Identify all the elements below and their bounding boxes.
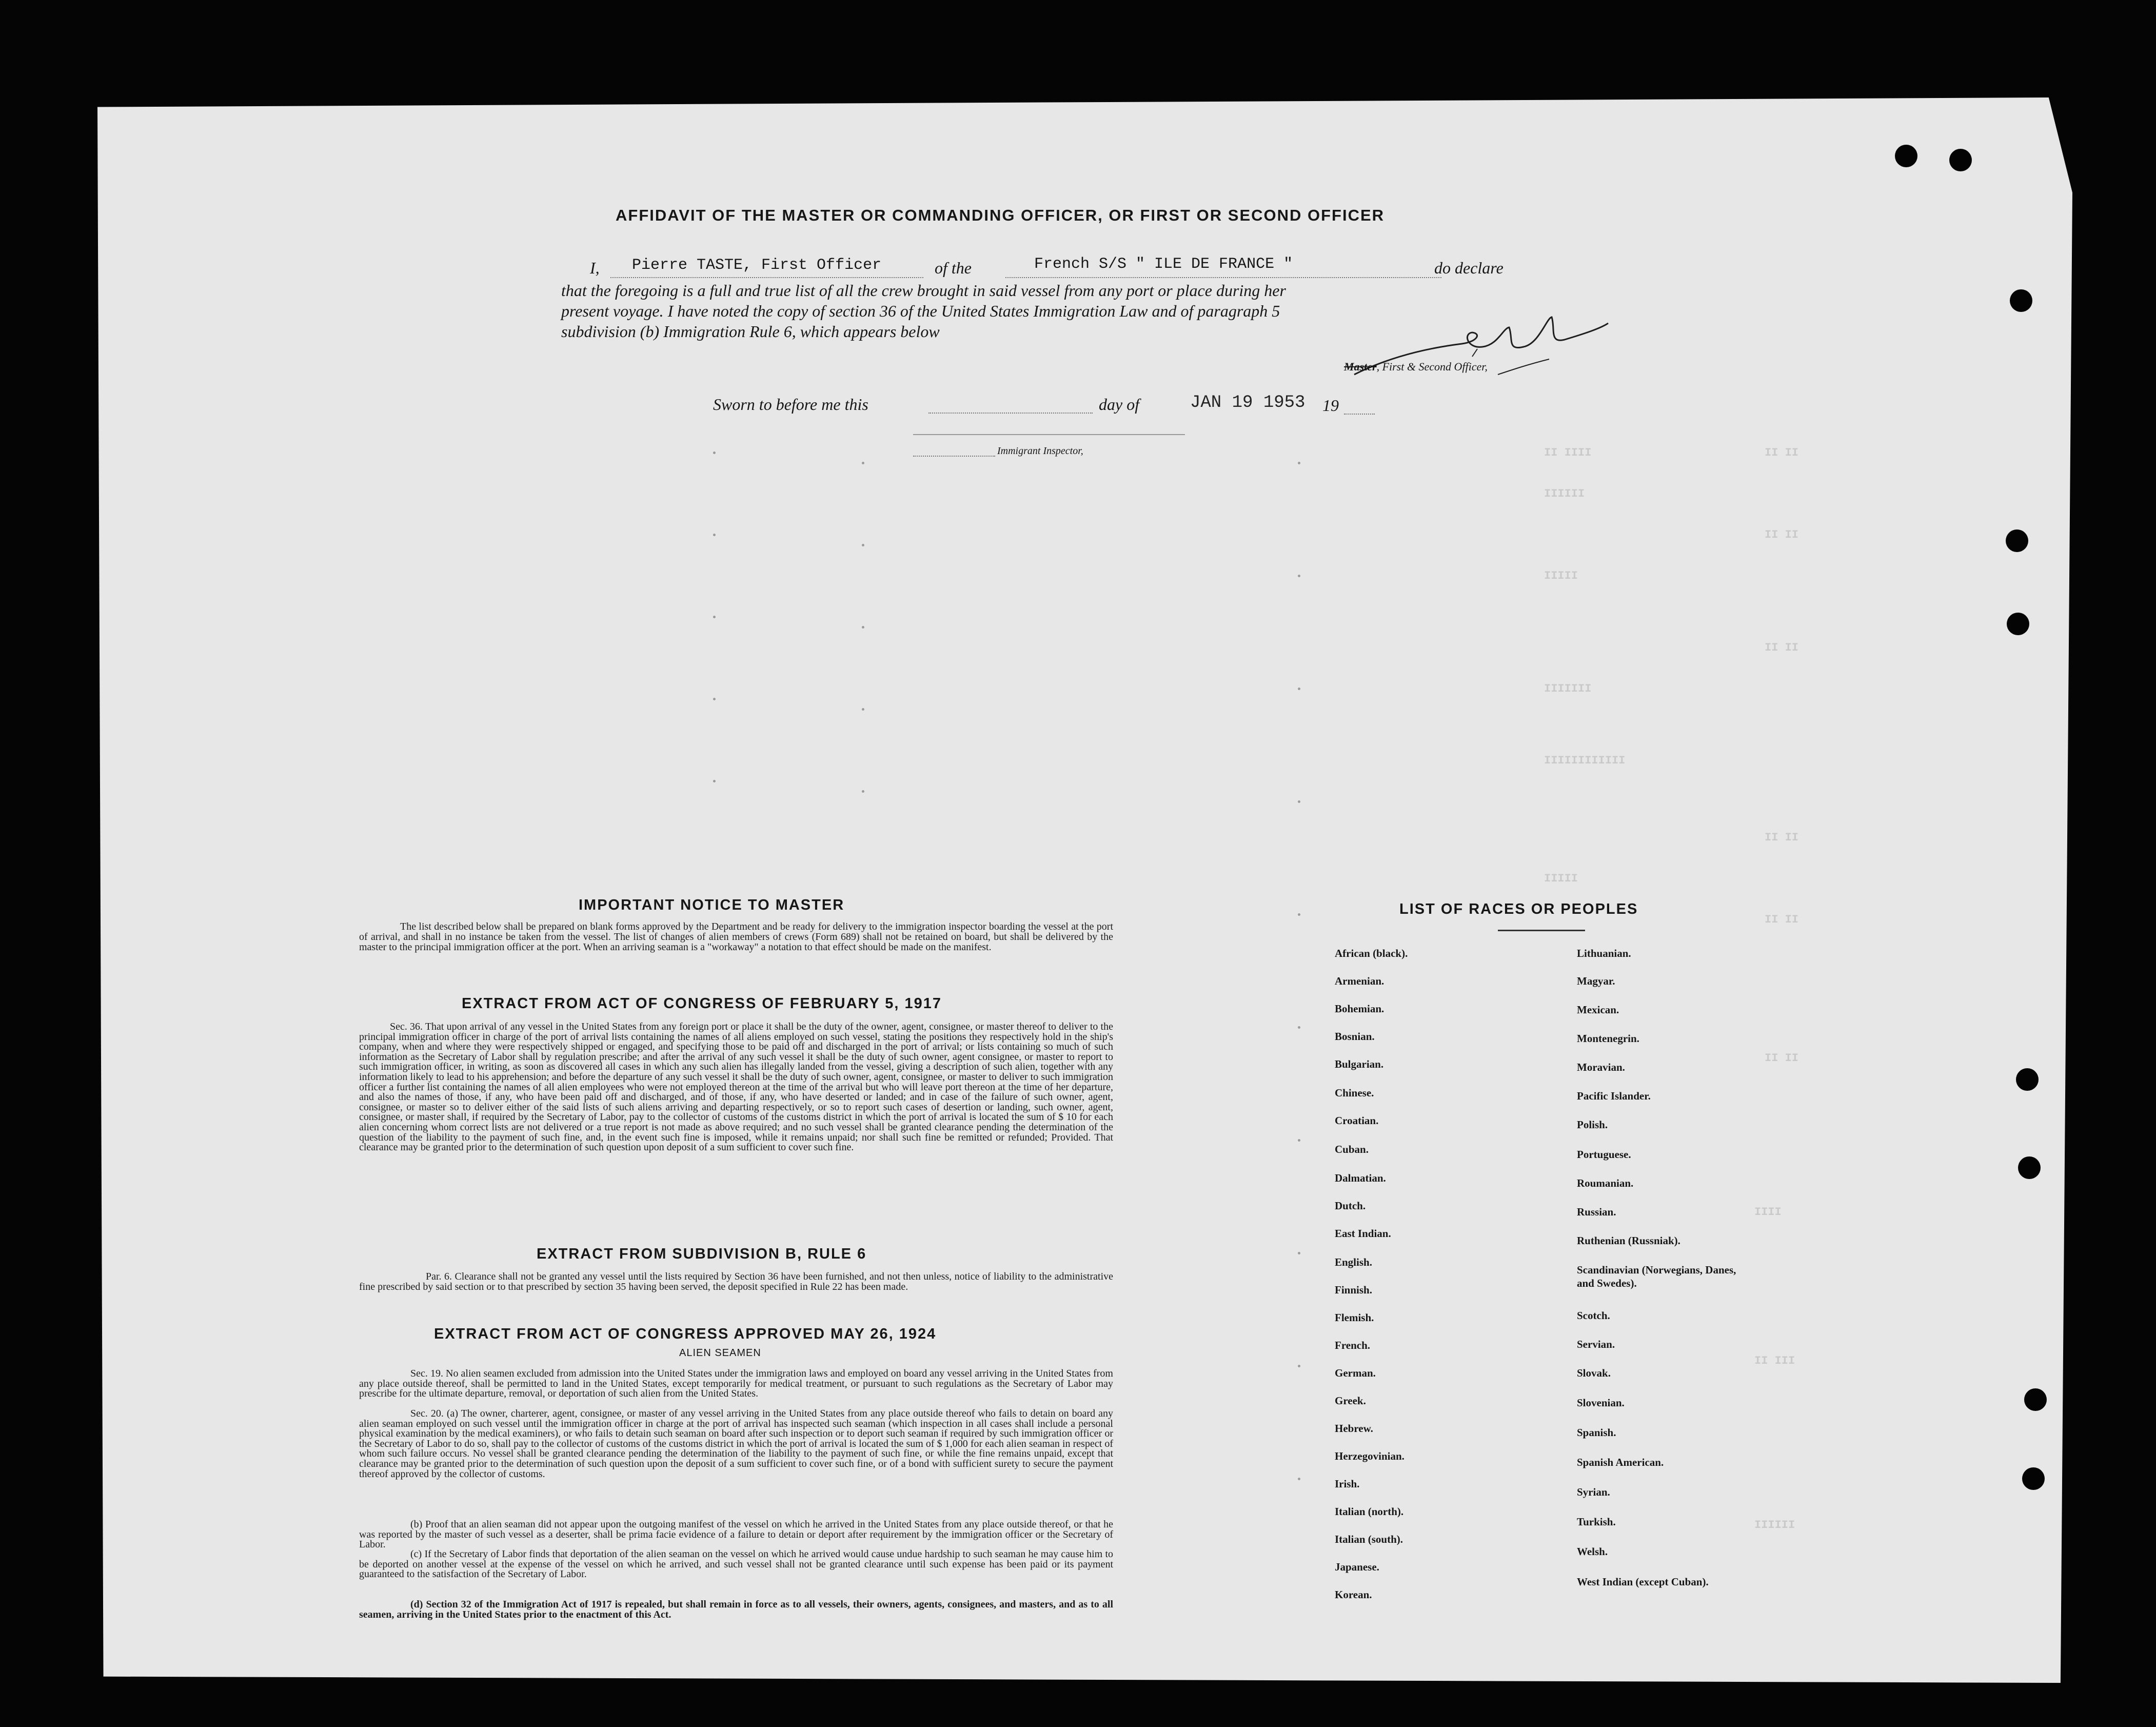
punch-hole <box>1949 149 1972 171</box>
race-item: Hebrew. <box>1335 1422 1373 1435</box>
race-item: Polish. <box>1577 1118 1608 1131</box>
race-item: Scotch. <box>1577 1309 1610 1322</box>
race-item: Ruthenian (Russniak). <box>1577 1234 1680 1247</box>
sec20b-text: (b) Proof that an alien seaman did not appear upon the outgoing manifest of the vessel on which he arrived in the United States from any place outside thereof, or that he was reported by the master of such vessel as a deserter, shall be prima facie evidence of a failure to detain or deport after requirement by the immigration officer or the Secretary of Labor. <box>359 1519 1113 1551</box>
bleed-through-dot <box>1298 913 1300 916</box>
punch-hole <box>2006 529 2028 552</box>
punch-hole <box>2010 289 2032 312</box>
race-item: German. <box>1335 1367 1376 1379</box>
bleed-through-dot <box>862 544 864 546</box>
inspector-line <box>913 456 995 457</box>
race-item: East Indian. <box>1335 1227 1391 1240</box>
bleed-through-mark: II II <box>1765 831 1799 844</box>
declarant-line <box>610 277 923 278</box>
race-item: Moravian. <box>1577 1061 1625 1073</box>
sworn-day-line <box>928 413 1093 414</box>
race-item: Japanese. <box>1335 1561 1379 1573</box>
race-item: Slovenian. <box>1577 1397 1625 1409</box>
bleed-through-mark: IIIII <box>1544 570 1578 582</box>
of-the-label: of the <box>935 259 972 277</box>
bleed-through-mark: IIIIIIIIIIII <box>1544 754 1626 767</box>
bleed-through-mark: IIII <box>1754 1206 1782 1219</box>
punch-hole <box>2018 1156 2041 1179</box>
affidavit-body-line: subdivision (b) Immigration Rule 6, which appears below <box>561 322 940 341</box>
race-item: African (black). <box>1335 947 1408 959</box>
bleed-through-mark: II II <box>1765 528 1799 541</box>
alien-seamen-subtitle: ALIEN SEAMEN <box>679 1347 761 1359</box>
officer-caption-text: , First & Second Officer, <box>1376 360 1488 373</box>
rule6-title: EXTRACT FROM SUBDIVISION B, RULE 6 <box>537 1246 867 1262</box>
race-item: Turkish. <box>1577 1516 1616 1528</box>
sworn-under-line <box>913 434 1185 435</box>
sec20d-text: (d) Section 32 of the Immigration Act of 1917 is repealed, but shall remain in force as to all vessels, their owners, agents, consignees, and masters, and as to all seamen, arriving in the United States prior to the enactment of this Act. <box>359 1599 1113 1620</box>
extract-1917-text: Sec. 36. That upon arrival of any vessel in the United States from any foreign port or place it shall be the duty of the owner, agent, consignee, or master thereof to deliver to the principal immigration officer in charge of the port of arrival lists containing the names of all aliens employed on such vessel, stating the positions they respectively hold in the ship's company, when and where they were respectively shipped or engaged, and specifying those to be paid off and discharged in the port of arrival; or lists containing so much of such information as the Secretary of Labor shall by regulation prescribe; and after the arrival of any such vessel it shall be the duty of such owner, agent consignee, or master to report to such immigration officer, in writing, as soon as discovered all cases in which any such alien has illegally landed from the vessel, giving a description of such alien, together with any information likely to lead to his apprehension; and before the departure of any such vessel it shall be the duty of such owner, agent, consignee, or master to deliver to such immigration officer a further list containing the names of all alien employees who were not employed thereon at the time of the arrival but who will leave port thereon at the time of her departure, and also the names of those, if any, who have been paid off and discharged, and of those, if any, who have deserted or landed; and in case of the failure of such owner, agent, consignee, or master so to deliver either of the said lists of such aliens arriving and departing respectively, or so to report such cases of desertion or landing, such owner, agent, consignee, or master shall, if required by the Secretary of Labor, pay to the collector of customs of the customs district in which the port of arrival is located the sum of $ 10 for each alien concerning whom correct lists are not delivered or a true report is not made as above required; and no such vessel shall be granted clearance pending the determination of the question of the liability to the payment of such fine, and, in the event such fine is imposed, while it remains unpaid; nor shall such fine be remitted or refunded; Provided. That clearance may be granted prior to the determination of such question upon deposit of a sum sufficient to cover such fine. <box>359 1021 1113 1153</box>
vessel-line <box>1005 277 1441 278</box>
race-item: Croatian. <box>1335 1114 1379 1127</box>
race-item: Russian. <box>1577 1206 1616 1218</box>
bleed-through-dot <box>1298 1139 1300 1142</box>
race-item: Italian (north). <box>1335 1505 1404 1518</box>
bleed-through-mark: II IIII <box>1544 446 1592 459</box>
bleed-through-mark: IIIII <box>1544 872 1578 885</box>
rule6-text: Par. 6. Clearance shall not be granted any vessel until the lists required by Section 36 have been furnished, and not then unless, notice of liability to the administrative fine prescribed by said section or to that prescribed by section 35 having been served, the deposit specified in Rule 22 has been made. <box>359 1271 1113 1292</box>
race-item: Roumanian. <box>1577 1177 1634 1189</box>
punch-hole <box>1895 145 1917 167</box>
bleed-through-dot <box>1298 1478 1300 1480</box>
race-item: Herzegovinian. <box>1335 1450 1405 1462</box>
bleed-through-dot <box>713 780 716 782</box>
sworn-year-line <box>1344 414 1375 415</box>
race-item: Lithuanian. <box>1577 947 1631 959</box>
bleed-through-dot <box>1298 688 1300 690</box>
race-item: Bulgarian. <box>1335 1058 1384 1070</box>
bleed-through-dot <box>713 534 716 536</box>
bleed-through-mark: II III <box>1754 1355 1795 1367</box>
bleed-through-dot <box>862 708 864 711</box>
sec20c-text: (c) If the Secretary of Labor finds that deportation of the alien seaman on the vessel on which he arrived would cause undue hardship to such seaman he may cause him to be deported on another vessel at the expense of the vessel on which he arrived, and such vessel shall not be granted clearance until such expense has been paid or its payment guaranteed to the satisfaction of the Secretary of Labor. <box>359 1548 1113 1580</box>
affidavit-i-label: I, <box>590 259 600 277</box>
bleed-through-dot <box>1298 1252 1300 1254</box>
bleed-through-mark: II II <box>1765 446 1799 459</box>
race-item: Mexican. <box>1577 1004 1619 1016</box>
bleed-through-mark: II II <box>1765 641 1799 654</box>
race-item: Magyar. <box>1577 975 1615 987</box>
race-item: Syrian. <box>1577 1486 1610 1498</box>
notice-text: The list described below shall be prepared on blank forms approved by the Department and be ready for delivery to the immigration inspector boarding the vessel at the port of arrival, and shall in no instance be taken from the vessel. The list of changes of alien members of crews (Form 689) shall not be retained on board, but shall be delivered by the master to the principal immigration officer at the port. When an arriving seaman is a "workaway" a notation to that effect should be made on the manifest. <box>359 921 1113 953</box>
bleed-through-dot <box>862 790 864 793</box>
race-item: Greek. <box>1335 1395 1366 1407</box>
bleed-through-mark: II II <box>1765 1052 1799 1065</box>
race-item: Irish. <box>1335 1478 1360 1490</box>
race-item: Scandinavian (Norwegians, Danes, and Swedes). <box>1577 1264 1736 1289</box>
race-item: Bohemian. <box>1335 1003 1384 1015</box>
bleed-through-mark: II II <box>1765 913 1799 926</box>
extract-1917-title: EXTRACT FROM ACT OF CONGRESS OF FEBRUARY 5, 1917 <box>462 995 942 1012</box>
officer-caption <box>1344 360 1488 374</box>
sworn-prefix: Sworn to before me this <box>713 395 868 414</box>
officer-signature <box>1344 298 1611 390</box>
race-item: Portuguese. <box>1577 1148 1631 1161</box>
officer-caption-struck: Master <box>1344 360 1377 373</box>
race-item: West Indian (except Cuban). <box>1577 1576 1709 1588</box>
bleed-through-dot <box>1298 462 1300 464</box>
date-stamp: JAN 19 1953 <box>1190 393 1306 413</box>
day-of-label: day of <box>1099 395 1140 414</box>
sec20a-text: Sec. 20. (a) The owner, charterer, agent, consignee, or master of any vessel arriving in the United States from any place outside thereof who fails to detain on board any alien seaman employed on such vessel until the immigration officer in charge at the port of arrival has inspected such seaman (which inspection in all cases shall include a personal physical examination by the medical examiners), or who fails to detain such seaman on board after such inspection or to deport such seaman if required by such immigration officer or the Secretary of Labor to do so, shall pay to the collector of customs of the customs district in which the port of arrival is located the sum of $ 1,000 for each alien seaman in respect of whom such failure occurs. No vessel shall be granted clearance pending the determination of the liability to the payment of such fine, or while the fine remains unpaid, except that clearance may be granted prior to the determination of such question upon the deposit of a sum sufficient to cover such fine, or of a bond with sufficient surety to secure the payment thereof approved by the collector of customs. <box>359 1408 1113 1480</box>
punch-hole <box>2016 1068 2039 1091</box>
race-item: Servian. <box>1577 1338 1615 1350</box>
race-item: Italian (south). <box>1335 1533 1403 1545</box>
sec19-text: Sec. 19. No alien seamen excluded from admission into the United States under the immigration laws and employed on board any vessel arriving in the United States from any place outside thereof, shall be permitted to land in the United States, except temporarily for medical treatment, or pursuant to such regulations as the Secretary of Labor may prescribe for the ultimate departure, removal, or deportation of such alien from the United States. <box>359 1368 1113 1400</box>
year-prefix: 19 <box>1322 396 1339 415</box>
affidavit-title: AFFIDAVIT OF THE MASTER OR COMMANDING OFFICER, OR FIRST OR SECOND OFFICER <box>616 206 1385 224</box>
bleed-through-mark: IIIIII <box>1544 487 1585 500</box>
bleed-through-dot <box>713 698 716 700</box>
bleed-through-mark: IIIIIII <box>1544 682 1592 695</box>
bleed-through-dot <box>862 462 864 464</box>
vessel-name: French S/S " ILE DE FRANCE " <box>1034 256 1293 273</box>
race-item: French. <box>1335 1339 1371 1351</box>
affidavit-body-line: that the foregoing is a full and true list of all the crew brought in said vessel from any port or place during her <box>561 281 1286 300</box>
race-item: Flemish. <box>1335 1311 1374 1324</box>
race-item: Spanish. <box>1577 1426 1616 1439</box>
affidavit-body-line: present voyage. I have noted the copy of section 36 of the United States Immigration Law and of paragraph 5 <box>561 302 1280 320</box>
race-item: Chinese. <box>1335 1087 1374 1099</box>
punch-hole <box>2007 613 2029 635</box>
inspector-label: Immigrant Inspector, <box>997 445 1083 457</box>
bleed-through-dot <box>1298 800 1300 803</box>
punch-hole <box>2024 1388 2047 1411</box>
races-title: LIST OF RACES OR PEOPLES <box>1399 901 1638 917</box>
race-item: Pacific Islander. <box>1577 1090 1651 1102</box>
bleed-through-dot <box>862 626 864 629</box>
bleed-through-dot <box>713 452 716 454</box>
race-item: Bosnian. <box>1335 1030 1375 1043</box>
declarant-name: Pierre TASTE, First Officer <box>632 257 882 274</box>
race-item: Finnish. <box>1335 1284 1372 1296</box>
race-item: Korean. <box>1335 1588 1372 1601</box>
bleed-through-dot <box>1298 1026 1300 1029</box>
races-title-rule <box>1498 930 1585 931</box>
race-item: Dalmatian. <box>1335 1172 1386 1184</box>
bleed-through-dot <box>713 616 716 618</box>
race-item: Slovak. <box>1577 1367 1611 1379</box>
notice-title: IMPORTANT NOTICE TO MASTER <box>579 897 845 913</box>
bleed-through-mark: IIIIII <box>1754 1519 1795 1532</box>
race-item: Dutch. <box>1335 1200 1366 1212</box>
race-item: English. <box>1335 1256 1372 1268</box>
race-item: Armenian. <box>1335 975 1384 987</box>
bleed-through-dot <box>1298 1365 1300 1367</box>
race-item: Spanish American. <box>1577 1456 1664 1468</box>
race-item: Welsh. <box>1577 1545 1608 1558</box>
extract-1924-title: EXTRACT FROM ACT OF CONGRESS APPROVED MAY 26, 1924 <box>434 1326 937 1342</box>
punch-hole <box>2022 1467 2045 1490</box>
race-item: Cuban. <box>1335 1143 1369 1155</box>
race-item: Montenegrin. <box>1577 1032 1639 1045</box>
do-declare-label: do declare <box>1434 259 1504 277</box>
bleed-through-dot <box>1298 575 1300 577</box>
